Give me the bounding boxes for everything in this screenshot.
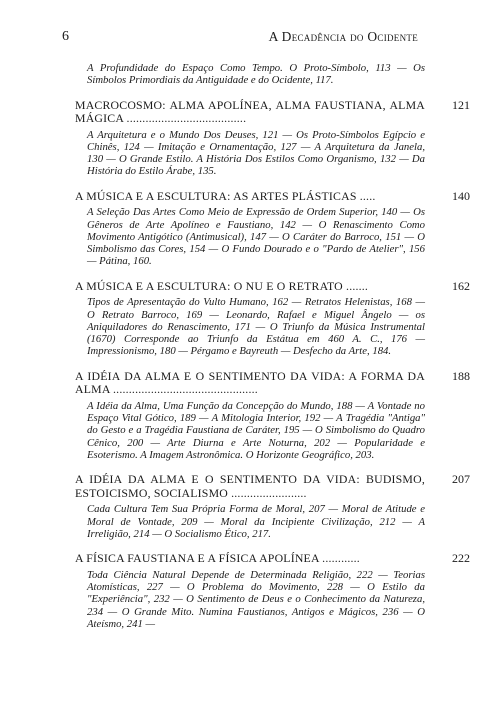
toc-entry: [75, 97, 470, 178]
toc-page-number: 140: [452, 188, 470, 203]
running-title: A Decadência do Ocidente: [268, 29, 418, 44]
toc-entry: [75, 188, 470, 268]
toc-page-number: 222: [452, 551, 470, 566]
toc-entry: [75, 368, 470, 461]
toc-page-number: 207: [452, 472, 470, 487]
toc-page-number: 188: [452, 368, 470, 383]
toc-entry-heading: [75, 188, 470, 204]
toc-heading-text: A IDÉIA DA ALMA E O SENTIMENTO DA VIDA: A FORMA DA ALMA ..............................................: [75, 368, 425, 397]
toc-heading-text: MACROCOSMO: ALMA APOLÍNEA, ALMA FAUSTIANA, ALMA MÁGICA ......................................: [75, 97, 425, 126]
toc-entry-body: Toda Ciência Natural Depende de Determinada Religião, 222 — Teorias Atomísticas, 227 — O Problema do Movimento, 228 — O Estilo da "Experiência", 232 — O Sentimento de Deus e o Conhecimento da Natureza, 234 — O Grande Mito. Numina Faustianos, Antigos e Mágicos, 236 — O Ateísmo, 241 —: [87, 568, 425, 630]
toc-entry-body: A Profundidade do Espaço Como Tempo. O Proto-Símbolo, 113 — Os Símbolos Primordiais da Antiguidade e do Ocidente, 117.: [87, 62, 425, 87]
toc-entry-body: Tipos de Apresentação do Vulto Humano, 162 — Retratos Helenistas, 168 — O Retrato Barroco, 169 — Leonardo, Rafael e Miguel Ângelo — os Aniquiladores do Renascimento, 171 — O Triunfo da Música Instrumental (1670) Corresponde ao Triunfo da Estátua em 460 A. C., 176 — Impressionismo, 180 — Pérgamo e Bayreuth — Desfecho da Arte, 184.: [87, 296, 425, 358]
toc-entry: [75, 472, 470, 540]
table-of-contents: [75, 62, 470, 642]
toc-heading-text: A IDÉIA DA ALMA E O SENTIMENTO DA VIDA: BUDISMO, ESTOICISMO, SOCIALISMO ........................: [75, 472, 425, 500]
toc-page-number: 121: [452, 97, 470, 112]
toc-entry-body: Cada Cultura Tem Sua Própria Forma de Moral, 207 — Moral de Atitude e Moral de Vontade, 209 — Moral da Incipiente Civilização, 212 — A Irreligião, 214 — O Socialismo Ético, 217.: [87, 503, 425, 540]
toc-page-number: 162: [452, 278, 470, 293]
toc-entry-heading: [75, 278, 470, 294]
toc-entry-heading: [75, 368, 470, 397]
toc-heading-text: A MÚSICA E A ESCULTURA: O NU E O RETRATO .......: [75, 278, 369, 293]
toc-heading-text: A MÚSICA E A ESCULTURA: AS ARTES PLÁSTICAS .....: [75, 188, 376, 203]
toc-entry-body: A Arquitetura e o Mundo Dos Deuses, 121 — Os Proto-Símbolos Egípcio e Chinês, 124 — Imitação e Ornamentação, 127 — A Arquitetura da Janela, 130 — O Grande Estilo. A História Dos Estilos Como Organismo, 132 — Da História do Estilo Árabe, 135.: [87, 128, 425, 178]
toc-entry-body: A Seleção Das Artes Como Meio de Expressão de Ordem Superior, 140 — Os Gêneros de Arte Apolíneo e Faustiano, 142 — O Renascimento Como Movimento Antigótico (Antimusical), 147 — O Caráter do Barroco, 151 — O Simbolismo das Cores, 154 — O Fundo Dourado e o "Pardo de Atelier", 156 — Pátina, 160.: [87, 206, 425, 268]
page-number: 6: [62, 29, 69, 44]
toc-entry-heading: [75, 472, 470, 500]
toc-entry: [75, 62, 425, 87]
toc-entry: [75, 278, 470, 358]
toc-entry-heading: [75, 551, 470, 566]
toc-entry-heading: [75, 97, 470, 126]
toc-entry: [75, 551, 470, 630]
toc-heading-text: A FÍSICA FAUSTIANA E A FÍSICA APOLÍNEA ............: [75, 551, 360, 566]
toc-entry-body: A Idéia da Alma, Uma Função da Concepção do Mundo, 188 — A Vontade no Espaço Vital Gótico, 189 — A Mitologia Interior, 192 — A Tragédia "Antiga" do Gesto e a Tragédia Faustiana de Caráter, 195 — O Simbolismo do Quadro Cênico, 200 — Arte Diurna e Arte Noturna, 202 — Popularidade e Esoterismo. A Imagem Astronômica. O Horizonte Geográfico, 203.: [87, 399, 425, 461]
